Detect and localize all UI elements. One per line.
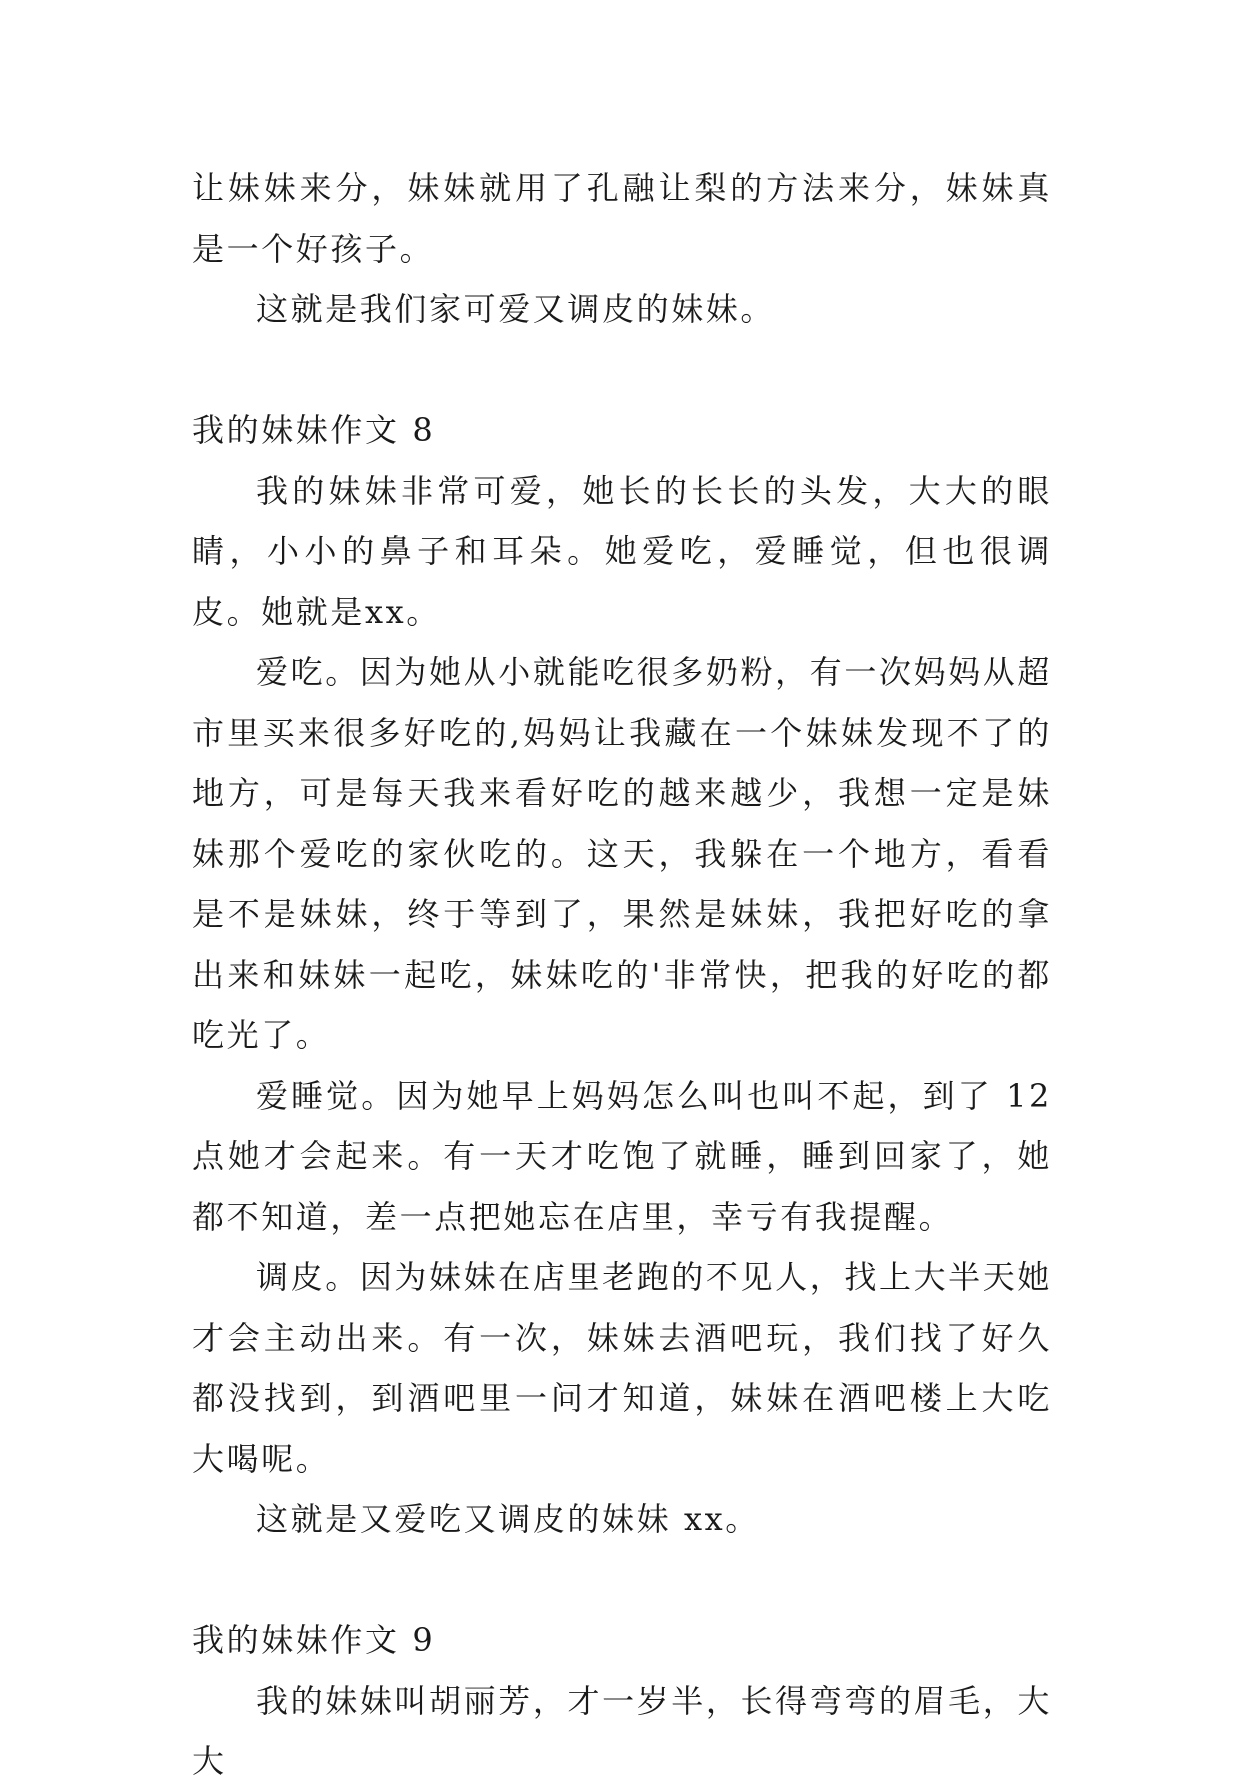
section-title: 我的妹妹作文 8 (192, 411, 436, 449)
paragraph: 这就是又爱吃又调皮的妹妹 xx。 (256, 1500, 760, 1538)
section-spacer (192, 1550, 1052, 1611)
paragraph: 爱睡觉。因为她早上妈妈怎么叫也叫不起，到了 12 点她才会起来。有一天才吃饱了就睡，睡到回家了，她都不知道，差一点把她忘在店里，幸亏有我提醒。 (192, 1076, 1052, 1236)
paragraph: 我的妹妹叫胡丽芳，才一岁半，长得弯弯的眉毛，大大 (192, 1681, 1052, 1780)
paragraph: 让妹妹来分，妹妹就用了孔融让梨的方法来分，妹妹真是一个好孩子。 (192, 169, 1052, 268)
section-spacer (192, 340, 1052, 401)
section-title: 我的妹妹作文 9 (192, 1621, 436, 1659)
paragraph: 爱吃。因为她从小就能吃很多奶粉，有一次妈妈从超市里买来很多好吃的,妈妈让我藏在一个妹妹发现不了的地方，可是每天我来看好吃的越来越少，我想一定是妹妹那个爱吃的家伙吃的。这天，我躲在一个地方，看看是不是妹妹，终于等到了，果然是妹妹，我把好吃的拿出来和妹妹一起吃，妹妹吃的'非常快，把我的好吃的都吃光了。 (192, 653, 1052, 1054)
paragraph: 调皮。因为妹妹在店里老跑的不见人，找上大半天她才会主动出来。有一次，妹妹去酒吧玩，我们找了好久都没找到，到酒吧里一问才知道，妹妹在酒吧楼上大吃大喝呢。 (192, 1258, 1052, 1478)
document-body (192, 158, 1052, 1792)
paragraph: 这就是我们家可爱又调皮的妹妹。 (256, 290, 776, 328)
paragraph: 我的妹妹非常可爱，她长的长长的头发，大大的眼睛，小小的鼻子和耳朵。她爱吃，爱睡觉，但也很调皮。她就是xx。 (192, 471, 1052, 631)
